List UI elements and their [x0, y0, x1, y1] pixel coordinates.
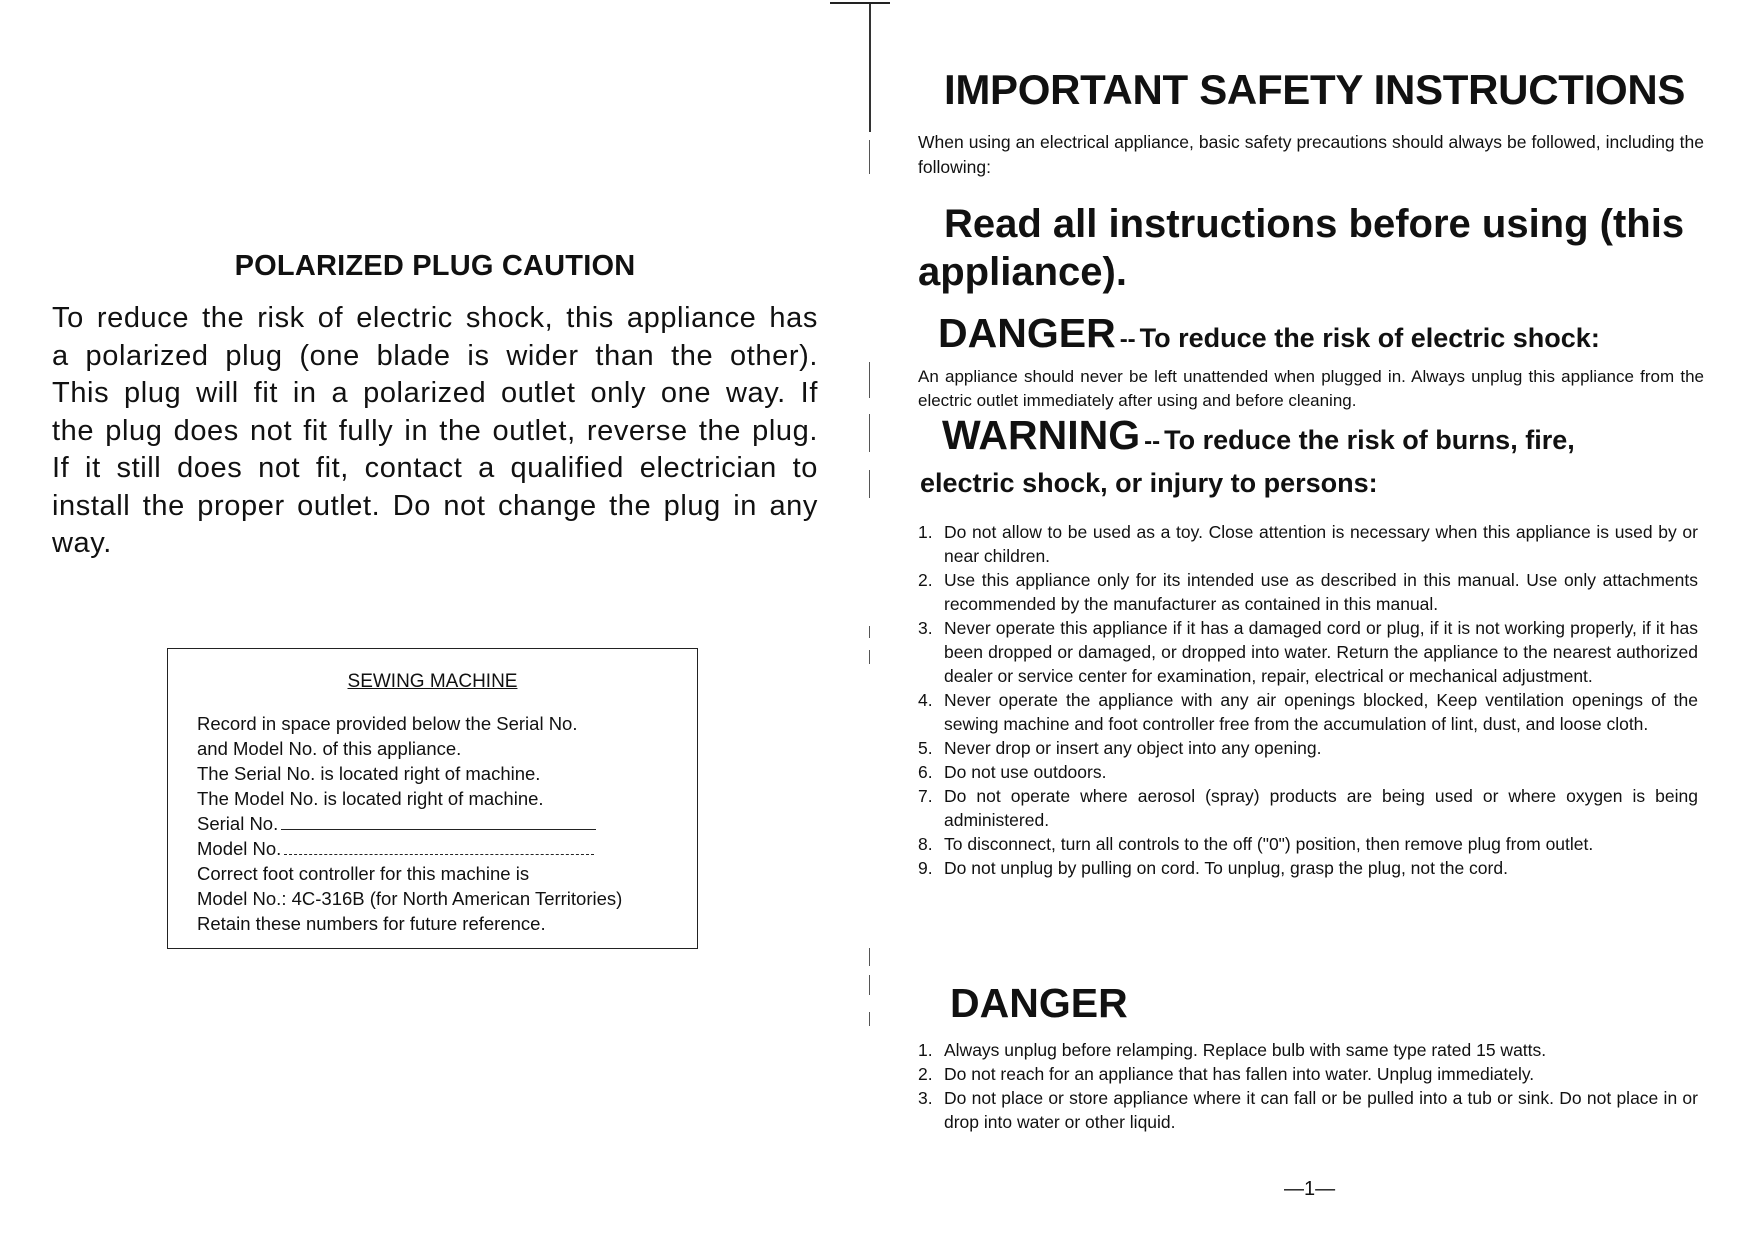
fold-tick: [869, 948, 870, 966]
record-box-title: SEWING MACHINE: [347, 671, 518, 692]
page-title: IMPORTANT SAFETY INSTRUCTIONS: [944, 66, 1686, 113]
record-box: [167, 648, 698, 949]
fold-tick: [869, 414, 870, 452]
page-number: —1—: [1284, 1178, 1336, 1200]
danger-dash: --: [1119, 326, 1136, 353]
item-number: 1.: [918, 522, 933, 542]
fold-tick: [869, 470, 870, 498]
item-text: Do not use outdoors.: [944, 762, 1107, 782]
list-item: [918, 1038, 1698, 1062]
item-number: 1.: [918, 1040, 933, 1060]
record-line: Model No.: 4C-316B (for North American Territories): [197, 888, 623, 909]
item-number: 2.: [918, 570, 933, 590]
list-item: [918, 760, 1698, 784]
fold-tick: [869, 975, 870, 995]
item-number: 4.: [918, 690, 933, 710]
serial-blank: [281, 813, 596, 830]
record-line: Correct foot controller for this machine is: [197, 863, 530, 884]
fold-line: [869, 4, 871, 132]
warning-heading: [942, 412, 1575, 459]
fold-tick: [869, 140, 870, 174]
danger-label: DANGER: [938, 310, 1116, 356]
item-number: 3.: [918, 618, 933, 638]
item-text: Never drop or insert any object into any opening.: [944, 738, 1322, 758]
item-text: Never operate the appliance with any air openings blocked, Keep ventilation openings of the sewing machine and foot controller free from the accumulation of lint, dust, and loose cloth.: [944, 690, 1698, 734]
danger-subtitle: To reduce the risk of electric shock:: [1139, 323, 1600, 353]
item-number: 8.: [918, 834, 933, 854]
list-item: [918, 784, 1698, 832]
item-number: 5.: [918, 738, 933, 758]
record-line: The Serial No. is located right of machine.: [197, 763, 541, 784]
list-item: [918, 1086, 1698, 1134]
item-text: Do not place or store appliance where it can fall or be pulled into a tub or sink. Do not place in or drop into water or other liquid.: [944, 1088, 1698, 1132]
danger-heading-2: DANGER: [950, 980, 1128, 1026]
record-line: The Model No. is located right of machine.: [197, 788, 544, 809]
list-item: [918, 856, 1698, 880]
danger-list: [918, 1038, 1698, 1134]
list-item: [918, 736, 1698, 760]
record-line: Record in space provided below the Serial No.: [197, 713, 578, 734]
list-item: [918, 520, 1698, 568]
warning-dash: --: [1144, 428, 1161, 455]
warning-subtitle-2: electric shock, or injury to persons:: [920, 468, 1378, 498]
serial-label: Serial No.: [197, 813, 279, 834]
list-item: [918, 832, 1698, 856]
caution-title: POLARIZED PLUG CAUTION: [234, 250, 636, 282]
fold-tick: [869, 1012, 870, 1026]
item-text: Always unplug before relamping. Replace bulb with same type rated 15 watts.: [944, 1040, 1547, 1060]
item-text: Use this appliance only for its intended use as described in this manual. Use only attachments recommended by the manufacturer as contained in this manual.: [944, 570, 1698, 614]
item-number: 7.: [918, 786, 933, 806]
item-number: 9.: [918, 858, 933, 878]
danger-text: An appliance should never be left unattended when plugged in. Always unplug this appliance from the electric outlet immediately after using and before cleaning.: [918, 367, 1704, 410]
item-number: 6.: [918, 762, 933, 782]
list-item: [918, 616, 1698, 688]
read-all-heading: Read all instructions before using (this appliance).: [918, 202, 1685, 294]
fold-tick: [869, 650, 870, 664]
record-line: and Model No. of this appliance.: [197, 738, 462, 759]
item-text: Do not allow to be used as a toy. Close attention is necessary when this appliance is used by or near children.: [944, 522, 1698, 566]
item-text: Do not unplug by pulling on cord. To unplug, grasp the plug, not the cord.: [944, 858, 1508, 878]
item-text: Do not operate where aerosol (spray) products are being used or where oxygen is being administered.: [944, 786, 1698, 830]
list-item: [918, 688, 1698, 736]
fold-tick: [869, 626, 870, 638]
fold-tick: [869, 362, 870, 398]
intro-text: When using an electrical appliance, basic safety precautions should always be followed, including the following:: [918, 132, 1704, 177]
item-text: Do not reach for an appliance that has fallen into water. Unplug immediately.: [944, 1064, 1535, 1084]
warning-list: [918, 520, 1698, 880]
record-box-lines: [197, 711, 697, 936]
item-text: Never operate this appliance if it has a damaged cord or plug, if it is not working properly, if it has been dropped or damaged, or dropped into water. Return the appliance to the nearest authorized dealer or service center for examination, repair, electrical or mechanical adjustment.: [944, 618, 1698, 686]
serial-field: [197, 811, 697, 836]
model-blank: [284, 838, 594, 855]
fold-mark: [830, 0, 890, 6]
caution-text: To reduce the risk of electric shock, this appliance has a polarized plug (one blade is wider than the other). This plug will fit in a polarized outlet only one way. If the plug does not fit fully in the outlet, reverse the plug. If it still does not fit, contact a qualified electrician to install the proper outlet. Do not change the plug in any way.: [52, 302, 818, 559]
model-field: [197, 836, 697, 861]
warning-subtitle: To reduce the risk of burns, fire,: [1164, 425, 1575, 455]
item-number: 2.: [918, 1064, 933, 1084]
warning-label: WARNING: [942, 412, 1141, 458]
model-label: Model No.: [197, 838, 282, 859]
danger-heading: [938, 310, 1600, 357]
list-item: [918, 568, 1698, 616]
record-line: Retain these numbers for future reference.: [197, 913, 546, 934]
item-text: To disconnect, turn all controls to the off ("0") position, then remove plug from outlet.: [944, 834, 1594, 854]
item-number: 3.: [918, 1088, 933, 1108]
list-item: [918, 1062, 1698, 1086]
